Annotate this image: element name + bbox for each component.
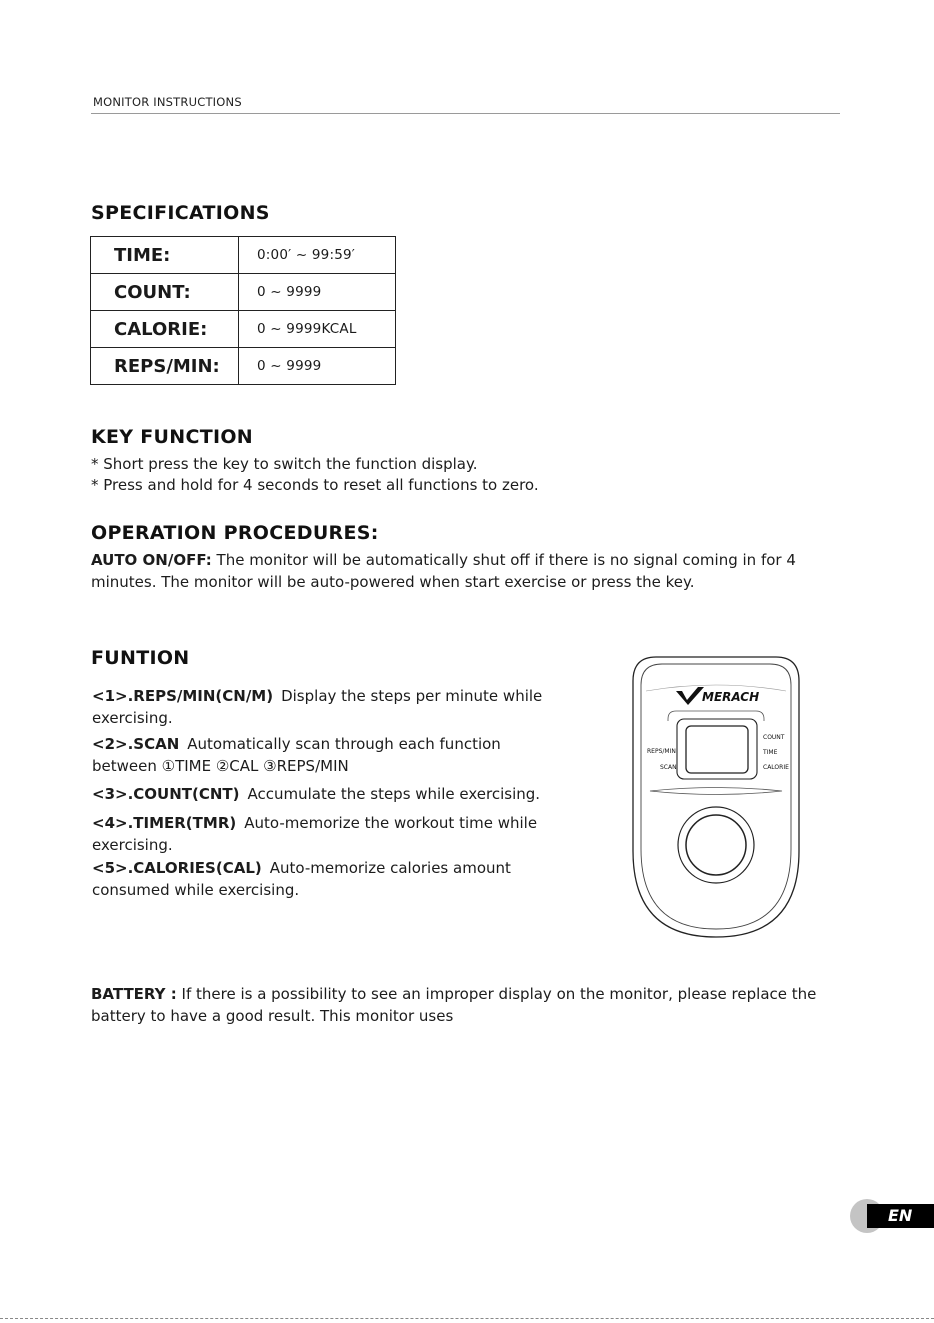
table-row <box>91 348 396 385</box>
key-function-heading: KEY FUNCTION <box>91 426 254 448</box>
specifications-heading: SPECIFICATIONS <box>91 202 270 224</box>
function-item-label: <4>.TIMER(TMR) <box>92 814 237 832</box>
monitor-left-label: SCAN <box>660 764 677 771</box>
monitor-illustration <box>616 651 816 943</box>
function-item <box>92 858 542 901</box>
monitor-right-label: TIME <box>763 749 778 756</box>
table-row <box>91 274 396 311</box>
function-item <box>92 813 572 856</box>
monitor-key-button <box>678 807 754 883</box>
key-function-line: * Short press the key to switch the function display. <box>91 455 478 473</box>
function-item <box>92 784 572 806</box>
operation-text: The monitor will be automatically shut off if there is no signal coming in for 4 minutes. The monitor will be auto-powered when start exercise or press the key. <box>91 551 796 591</box>
language-badge <box>850 1199 934 1233</box>
bottom-divider <box>0 1318 934 1319</box>
operation-heading: OPERATION PROCEDURES: <box>91 522 379 544</box>
spec-label: TIME: <box>91 237 239 274</box>
function-item <box>92 734 542 777</box>
function-item-label: <5>.CALORIES(CAL) <box>92 859 262 877</box>
function-item <box>92 686 572 729</box>
spec-value: 0:00′ ~ 99:59′ <box>239 237 396 274</box>
function-item-label: <3>.COUNT(CNT) <box>92 785 240 803</box>
specifications-table <box>90 236 396 385</box>
header-divider <box>91 113 840 114</box>
battery-paragraph <box>91 984 841 1027</box>
spec-label: CALORIE: <box>91 311 239 348</box>
language-code: EN <box>888 1206 913 1225</box>
function-item-text: Display the steps per minute while exercising. <box>92 687 543 727</box>
function-item-text: Auto-memorize calories amount consumed while exercising. <box>92 859 511 899</box>
function-item-text: Accumulate the steps while exercising. <box>247 785 541 803</box>
operation-label: AUTO ON/OFF: <box>91 551 212 569</box>
spec-label: COUNT: <box>91 274 239 311</box>
table-row <box>91 237 396 274</box>
function-heading: FUNTION <box>91 647 190 669</box>
function-item-label: <2>.SCAN <box>92 735 180 753</box>
function-item-text: Automatically scan through each function between ①TIME ②CAL ③REPS/MIN <box>92 735 501 775</box>
spec-value: 0 ~ 9999KCAL <box>239 311 396 348</box>
battery-text: If there is a possibility to see an improper display on the monitor, please replace the battery to have a good result. This monitor uses <box>91 985 817 1025</box>
merach-logo-icon <box>676 687 704 705</box>
function-item-text: Auto-memorize the workout time while exercising. <box>92 814 538 854</box>
monitor-right-label: COUNT <box>763 734 785 741</box>
monitor-right-label: CALORIE <box>763 764 789 771</box>
monitor-brand: MERACH <box>702 690 760 704</box>
operation-paragraph <box>91 550 839 593</box>
function-item-label: <1>.REPS/MIN(CN/M) <box>92 687 274 705</box>
spec-label: REPS/MIN: <box>91 348 239 385</box>
spec-value: 0 ~ 9999 <box>239 348 396 385</box>
key-function-line: * Press and hold for 4 seconds to reset all functions to zero. <box>91 476 539 494</box>
battery-label: BATTERY : <box>91 985 177 1003</box>
table-row <box>91 311 396 348</box>
header-title: MONITOR INSTRUCTIONS <box>93 95 242 109</box>
monitor-left-label: REPS/MIN <box>647 748 676 755</box>
spec-value: 0 ~ 9999 <box>239 274 396 311</box>
